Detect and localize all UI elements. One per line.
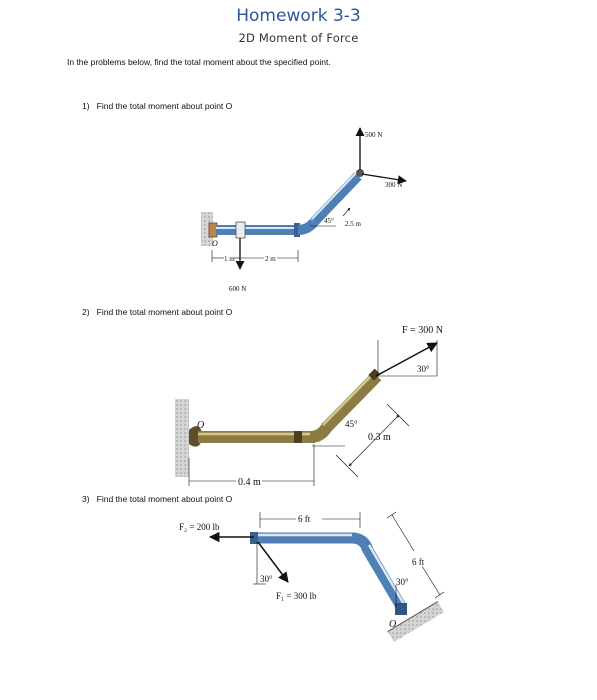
problem-1-number: 1) — [82, 101, 90, 111]
label-f1-300lb: F₁ = 300 lb — [276, 591, 317, 601]
wall-support-2 — [175, 399, 189, 477]
label-2m: 2 m — [265, 255, 276, 263]
figure-2 — [175, 325, 443, 488]
label-6ft-top: 6 ft — [298, 514, 311, 524]
label-1m: 1 m — [224, 255, 235, 263]
problem-2-prompt: Find the total moment about point O — [96, 307, 233, 317]
figure-1 — [201, 128, 406, 293]
label-angle-30-2: 30° — [417, 364, 430, 374]
pipe-end-1 — [356, 169, 364, 177]
label-f2-200lb: F₂ = 200 lb — [179, 522, 220, 532]
label-0-3m: 0.3 m — [368, 432, 391, 443]
label-600n: 600 N — [229, 285, 247, 293]
force-300n-arrow — [362, 174, 406, 181]
label-2-5m: 2.5 m — [345, 220, 361, 228]
problem-1-prompt: Find the total moment about point O — [96, 101, 233, 111]
label-angle-30-3b: 30° — [396, 577, 409, 587]
intro-text: In the problems below, find the total moment about the specified point. — [67, 57, 331, 67]
pipe-diagonal-1 — [314, 176, 358, 222]
problem-2-number: 2) — [82, 307, 90, 317]
figure-3 — [179, 512, 444, 642]
label-f-300n: F = 300 N — [402, 325, 443, 336]
label-300n: 300 N — [385, 181, 403, 189]
page-subtitle: 2D Moment of Force — [238, 31, 359, 45]
page-title: Homework 3-3 — [236, 6, 361, 26]
pipe-coupling-2 — [294, 431, 302, 443]
problem-3-prompt: Find the total moment about point O — [96, 494, 233, 504]
label-point-o-3: O — [389, 619, 397, 630]
flange-3 — [395, 603, 407, 615]
label-point-o-1: O — [212, 239, 218, 248]
label-angle-45-1: 45° — [324, 217, 334, 225]
label-angle-45-2: 45° — [345, 419, 358, 429]
label-500n: 500 N — [365, 131, 383, 139]
flange-1 — [209, 223, 217, 237]
label-0-4m: 0.4 m — [238, 477, 261, 488]
problem-3-number: 3) — [82, 494, 90, 504]
pipe-clamp-1 — [236, 222, 245, 238]
label-6ft-diag: 6 ft — [412, 557, 425, 567]
label-angle-30-3a: 30° — [260, 574, 273, 584]
label-point-o-2: O — [197, 420, 205, 431]
